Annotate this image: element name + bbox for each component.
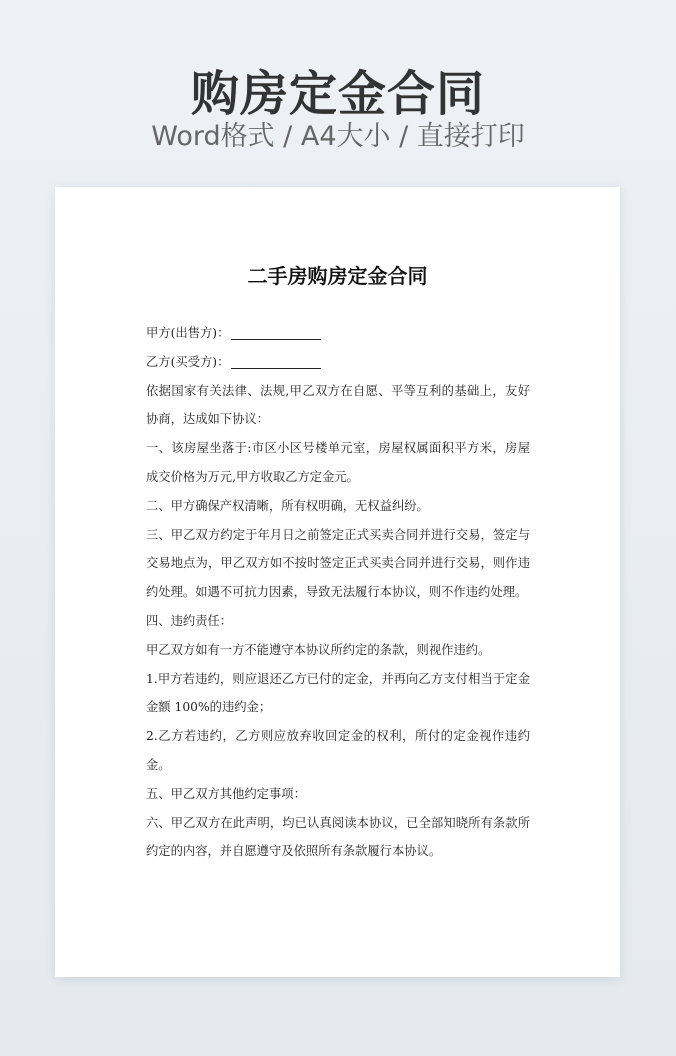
banner-subtitle: Word格式 / A4大小 / 直接打印	[151, 121, 525, 152]
paragraph-clause-4-item-2: 2.乙方若违约，乙方则应放弃收回定金的权利，所付的定金视作违约金。	[146, 729, 530, 772]
paragraph-clause-2: 二、甲方确保产权清晰，所有权明确，无权益纠纷。	[146, 498, 429, 513]
paragraph-clause-6: 六、甲乙双方在此声明，均已认真阅读本协议，已全部知晓所有条款所约定的内容，并自愿遵守及依照所有条款履行本协议。	[146, 815, 530, 859]
party-b-label: 乙方(买受方)：	[146, 354, 230, 369]
paragraph-clause-4-heading: 四、违约责任：	[146, 613, 233, 628]
document-title: 二手房购房定金合同	[247, 264, 428, 288]
party-b-line	[146, 348, 530, 377]
party-a-label: 甲方(出售方)：	[146, 326, 230, 340]
paragraph-clause-4-item-1: 1.甲方若违约，则应退还乙方已付的定金，并再向乙方支付相当于定金金额 100%的违约金；	[146, 671, 530, 715]
paragraph-preamble: 依据国家有关法律、法规,甲乙双方在自愿、平等互利的基础上，友好协商，达成如下协议：	[146, 383, 530, 427]
paragraph-clause-3: 三、甲乙双方约定于年月日之前签定正式买卖合同并进行交易，签定与交易地点为，甲乙双方如不按时签定正式买卖合同并进行交易，则作违约处理。如遇不可抗力因素，导致无法履行本协议，则不作违约处理。	[146, 527, 530, 600]
party-a-line	[146, 319, 530, 348]
paragraph-clause-4-body: 甲乙双方如有一方不能遵守本协议所约定的条款，则视作违约。	[146, 642, 491, 657]
paragraph-clause-1: 一、该房屋坐落于:市区小区号楼单元室，房屋权属面积平方米，房屋成交价格为万元,甲方收取乙方定金元。	[146, 441, 530, 484]
party-a-blank	[231, 325, 321, 340]
banner-title: 购房定金合同	[190, 66, 485, 122]
party-b-blank	[231, 354, 321, 369]
document-body	[146, 319, 530, 866]
paragraph-clause-5: 五、甲乙双方其他约定事项：	[146, 786, 306, 801]
